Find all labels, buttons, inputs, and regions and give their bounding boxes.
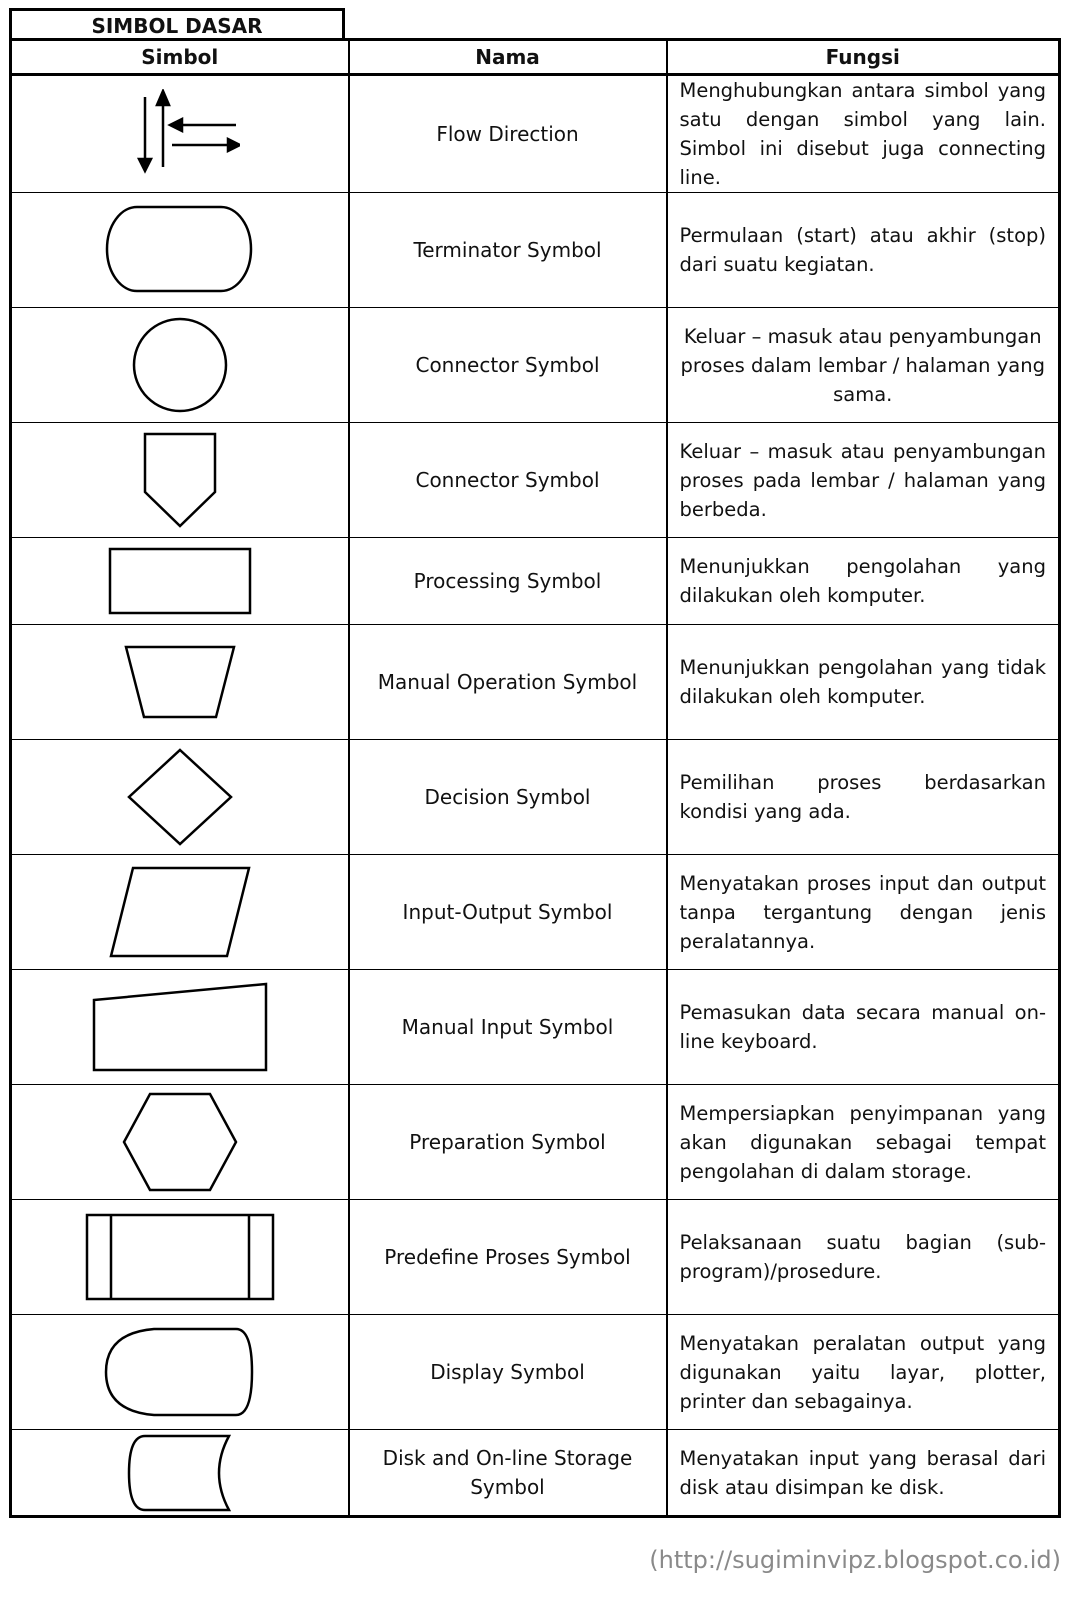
- symbol-cell: [11, 625, 349, 740]
- nama-cell: Connector Symbol: [349, 308, 667, 423]
- predefined-process-icon: [85, 1213, 275, 1301]
- table-row: [11, 193, 1060, 308]
- table-title: SIMBOL DASAR: [9, 8, 345, 38]
- fungsi-cell: Menyatakan proses input dan output tanpa tergantung dengan jenis peralatannya.: [667, 855, 1060, 970]
- table-row: [11, 740, 1060, 855]
- preparation-icon: [122, 1092, 238, 1192]
- nama-cell: Manual Operation Symbol: [349, 625, 667, 740]
- symbol-cell: [11, 855, 349, 970]
- nama-cell: Connector Symbol: [349, 423, 667, 538]
- symbol-cell: [11, 1315, 349, 1430]
- connector-circle-icon: [130, 315, 230, 415]
- symbol-cell: [11, 193, 349, 308]
- table-row: [11, 625, 1060, 740]
- input-output-icon: [109, 866, 251, 958]
- table-row: [11, 970, 1060, 1085]
- table-row: [11, 538, 1060, 625]
- display-icon: [104, 1327, 256, 1417]
- symbol-table: [9, 38, 1061, 1518]
- symbol-cell: [11, 538, 349, 625]
- nama-cell: Manual Input Symbol: [349, 970, 667, 1085]
- symbol-cell: [11, 1085, 349, 1200]
- table-row: [11, 75, 1060, 193]
- table-row: [11, 1315, 1060, 1430]
- header-fungsi: Fungsi: [667, 40, 1060, 75]
- symbol-cell: [11, 970, 349, 1085]
- header-row: [11, 40, 1060, 75]
- fungsi-cell: Menyatakan peralatan output yang digunakan yaitu layar, plotter, printer dan sebagainya.: [667, 1315, 1060, 1430]
- manual-input-icon: [92, 982, 268, 1072]
- decision-icon: [127, 748, 233, 846]
- table-row: [11, 1430, 1060, 1517]
- nama-cell: Display Symbol: [349, 1315, 667, 1430]
- process-icon: [108, 547, 252, 615]
- nama-cell: Preparation Symbol: [349, 1085, 667, 1200]
- symbol-cell: [11, 308, 349, 423]
- fungsi-cell: Menunjukkan pengolahan yang dilakukan oleh komputer.: [667, 538, 1060, 625]
- fungsi-cell: Pelaksanaan suatu bagian (sub-program)/prosedure.: [667, 1200, 1060, 1315]
- table-row: [11, 308, 1060, 423]
- nama-cell: Disk and On-line Storage Symbol: [349, 1430, 667, 1517]
- symbol-cell: [11, 1200, 349, 1315]
- manual-operation-icon: [124, 645, 236, 719]
- nama-cell: Decision Symbol: [349, 740, 667, 855]
- fungsi-cell: Menghubungkan antara simbol yang satu dengan simbol yang lain. Simbol ini disebut juga connecting line.: [667, 75, 1060, 193]
- nama-cell: Processing Symbol: [349, 538, 667, 625]
- nama-cell: Input-Output Symbol: [349, 855, 667, 970]
- symbol-cell: [11, 740, 349, 855]
- terminator-icon: [105, 205, 255, 295]
- header-simbol: Simbol: [11, 40, 349, 75]
- nama-cell: Predefine Proses Symbol: [349, 1200, 667, 1315]
- disk-storage-icon: [127, 1434, 233, 1512]
- fungsi-cell: Pemilihan proses berdasarkan kondisi yang ada.: [667, 740, 1060, 855]
- offpage-connector-icon: [140, 430, 220, 530]
- fungsi-cell: Mempersiapkan penyimpanan yang akan digunakan sebagai tempat pengolahan di dalam storage.: [667, 1085, 1060, 1200]
- symbol-cell: [11, 423, 349, 538]
- fungsi-cell: Permulaan (start) atau akhir (stop) dari suatu kegiatan.: [667, 193, 1060, 308]
- nama-cell: Terminator Symbol: [349, 193, 667, 308]
- symbol-cell: [11, 75, 349, 193]
- fungsi-cell: Pemasukan data secara manual on-line keyboard.: [667, 970, 1060, 1085]
- fungsi-cell: Keluar – masuk atau penyambungan proses pada lembar / halaman yang berbeda.: [667, 423, 1060, 538]
- symbol-cell: [11, 1430, 349, 1517]
- table-row: [11, 855, 1060, 970]
- header-nama: Nama: [349, 40, 667, 75]
- flow-direction-icon: [120, 89, 240, 179]
- table-row: [11, 1085, 1060, 1200]
- table-row: [11, 423, 1060, 538]
- source-credit: (http://sugiminvipz.blogspot.co.id): [649, 1546, 1061, 1574]
- fungsi-cell: Keluar – masuk atau penyambungan proses dalam lembar / halaman yang sama.: [667, 308, 1060, 423]
- table-row: [11, 1200, 1060, 1315]
- fungsi-cell: Menunjukkan pengolahan yang tidak dilakukan oleh komputer.: [667, 625, 1060, 740]
- fungsi-cell: Menyatakan input yang berasal dari disk atau disimpan ke disk.: [667, 1430, 1060, 1517]
- nama-cell: Flow Direction: [349, 75, 667, 193]
